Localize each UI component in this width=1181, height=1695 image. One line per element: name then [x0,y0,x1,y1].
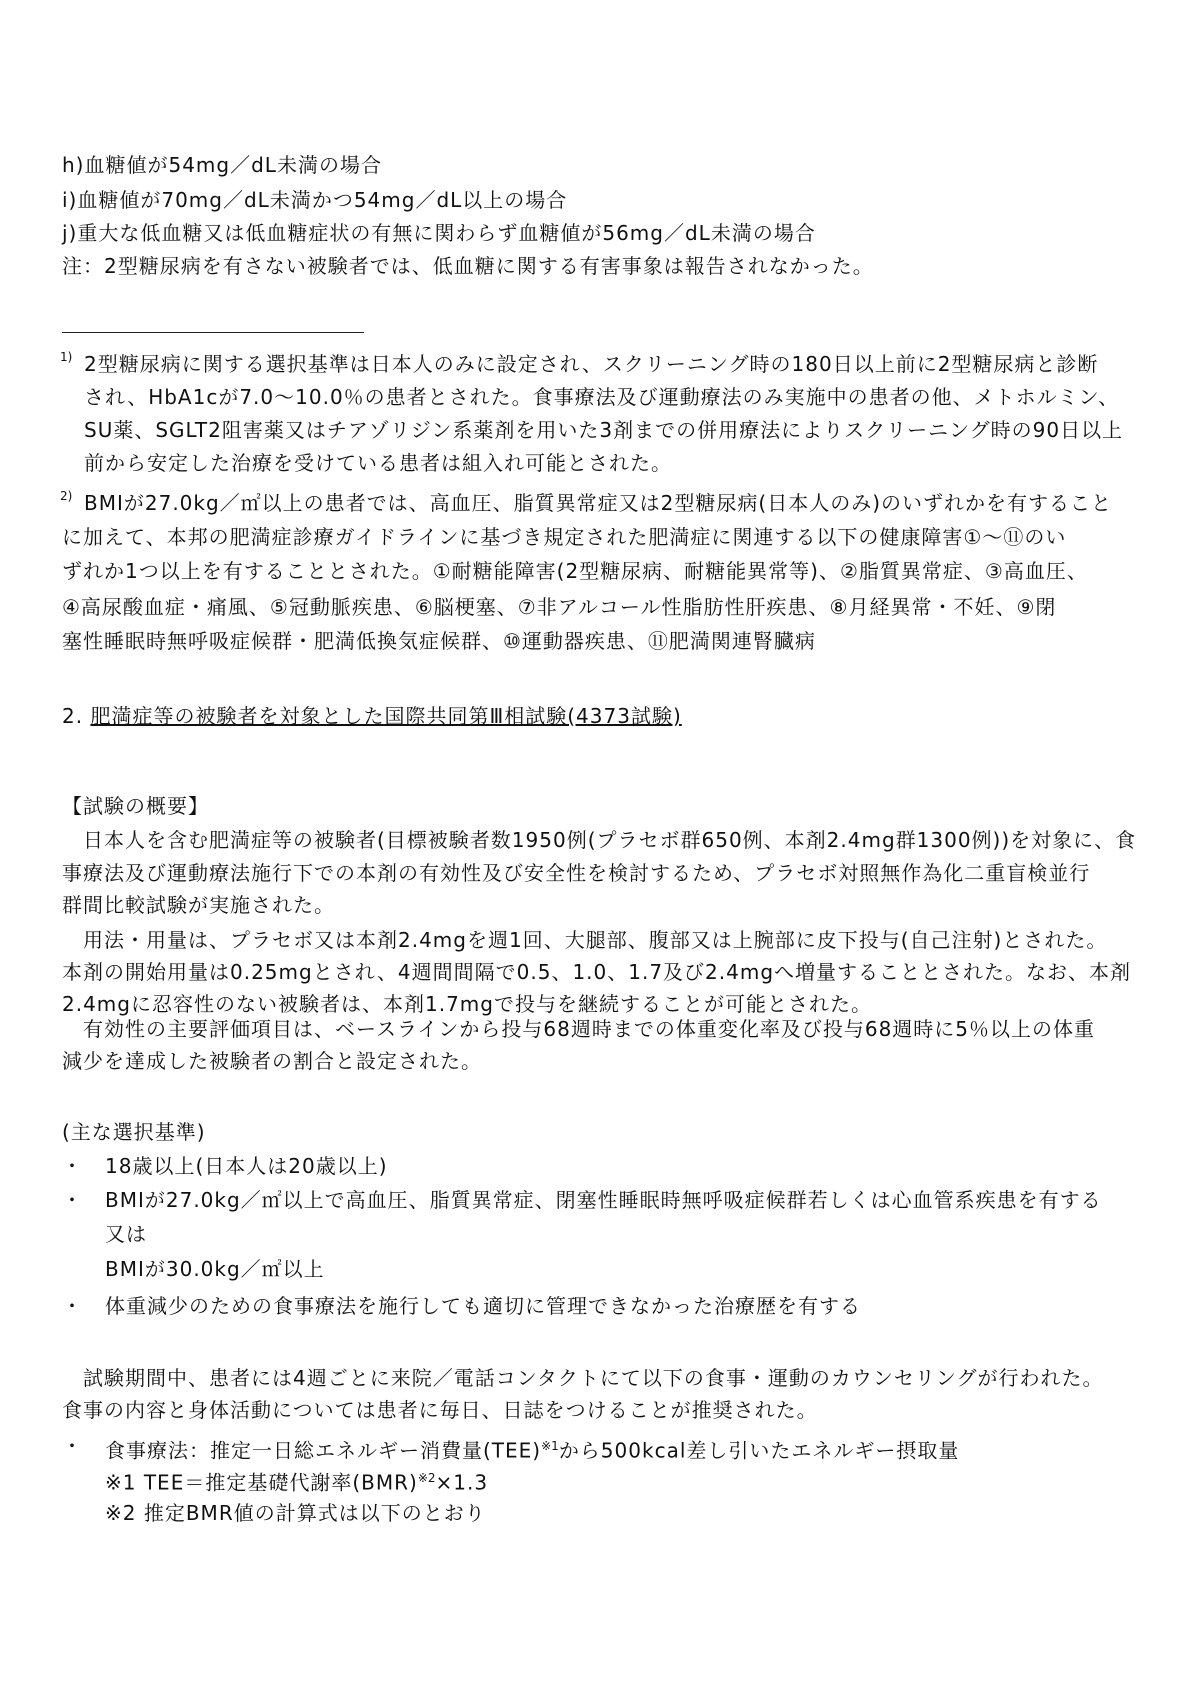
section-number: 2. [62,704,84,728]
dosage-line: 用法・用量は、プラセボ又は本剤2.4mgを週1回、大腿部、腹部又は上腕部に皮下投与(自己注射)とされた。 [62,928,1108,952]
section-heading [62,703,682,729]
footnote-2-line: ④高尿酸血症・痛風、⑤冠動脈疾患、⑥脳梗塞、⑦非アルコール性脂肪性肝疾患、⑧月経異常・不妊、⑨閉 [62,595,1057,619]
endpoint-line: 減少を達成した被験者の割合と設定された。 [62,1049,482,1073]
footnote-2-line: 塞性睡眠時無呼吸症候群・肥満低換気症候群、⑩運動器疾患、⑪肥満関連腎臓病 [62,629,816,653]
footnote-2-line: ずれか1つ以上を有することとされた。①耐糖能障害(2型糖尿病、耐糖能異常等)、②脂質異常症、③高血圧、 [62,559,1088,583]
overview-line: 日本人を含む肥満症等の被験者(目標被験者数1950例(プラセボ群650例、本剤2.4mg群1300例))を対象に、食 [62,828,1137,852]
footnote-2-line: に加えて、本邦の肥満症診療ガイドラインに基づき規定された肥満症に関連する以下の健康障害①～⑪のい [62,525,1067,549]
overview-line: 事療法及び運動療法施行下での本剤の有効性及び安全性を検討するため、プラセボ対照無作為化二重盲検並行 [62,861,1091,885]
endpoint-line: 有効性の主要評価項目は、ベースラインから投与68週時までの体重変化率及び投与68週時に5％以上の体重 [62,1017,1096,1041]
diet-text: 食事療法：推定一日総エネルギー消費量(TEE) [105,1438,542,1463]
footnote-1-line: され、HbA1cが7.0～10.0％の患者とされた。食事療法及び運動療法のみ実施中の患者の他、メトホルミン、 [84,385,1120,409]
diet-item [105,1433,959,1464]
overview-line: 群間比較試験が実施された。 [62,893,335,917]
diet-note-ref: ※1 [541,1439,559,1453]
criteria-item: 18歳以上(日本人は20歳以上) [105,1154,388,1178]
note-1-text: ※1 TEE＝推定基礎代謝率(BMR) [105,1470,418,1495]
criteria-item: BMIが27.0kg／㎡以上で高血圧、脂質異常症、閉塞性睡眠時無呼吸症候群若しくは心血管系疾患を有する [105,1188,1102,1212]
footnote-2-line: BMIが27.0kg／㎡以上の患者では、高血圧、脂質異常症又は2型糖尿病(日本人のみ)のいずれかを有すること [84,491,1113,515]
bullet: ・ [62,1154,83,1178]
footnote-1-line: 前から安定した治療を受けている患者は組入れ可能とされた。 [84,451,672,475]
bullet: ・ [62,1434,83,1458]
hypo-note-h: h)血糖値が54mg／dL未満の場合 [62,153,382,177]
footnote-1-line: 2型糖尿病に関する選択基準は日本人のみに設定され、スクリーニング時の180日以上前に2型糖尿病と診断 [84,352,1099,376]
footnote-divider [62,332,364,333]
bullet: ・ [62,1188,83,1212]
footnote-mark-2: 2) [60,489,73,503]
bullet: ・ [62,1294,83,1318]
overview-heading: 【試験の概要】 [62,794,209,818]
note-1-text-cont: ×1.3 [435,1470,489,1495]
hypo-note-j: j)重大な低血糖又は低血糖症状の有無に関わらず血糖値が56mg／dL未満の場合 [62,221,816,245]
criteria-item-cont: BMIが30.0kg／㎡以上 [105,1257,325,1281]
footnote-1-line: SU薬、SGLT2阻害薬又はチアゾリジン系薬剤を用いた3剤までの併用療法によりスクリーニング時の90日以上 [84,418,1124,442]
criteria-item: 体重減少のための食事療法を施行しても適切に管理できなかった治療歴を有する [105,1294,861,1318]
counseling-line: 食事の内容と身体活動については患者に毎日、日誌をつけることが推奨された。 [62,1398,818,1422]
counseling-line: 試験期間中、患者には4週ごとに来院／電話コンタクトにて以下の食事・運動のカウンセリングが行われた。 [62,1366,1104,1390]
dosage-line: 2.4mgに忍容性のない被験者は、本剤1.7mgで投与を継続することが可能とされた。 [62,992,872,1016]
note-1 [105,1465,488,1496]
hypo-note-remark: 注：2型糖尿病を有さない被験者では、低血糖に関する有害事象は報告されなかった。 [62,254,874,278]
diet-text-cont: から500kcal差し引いたエネルギー摂取量 [558,1438,960,1463]
note-2-ref: ※2 [417,1471,436,1485]
criteria-item-cont: 又は [105,1222,147,1246]
criteria-heading: (主な選択基準) [62,1120,206,1144]
footnote-mark-1: 1) [60,350,73,364]
section-title: 肥満症等の被験者を対象とした国際共同第Ⅲ相試験(4373試験) [90,704,682,728]
note-2: ※2 推定BMR値の計算式は以下のとおり [105,1501,486,1525]
dosage-line: 本剤の開始用量は0.25mgとされ、4週間間隔で0.5、1.0、1.7及び2.4mgへ増量することとされた。なお、本剤 [62,960,1132,984]
hypo-note-i: i)血糖値が70mg／dL未満かつ54mg／dL以上の場合 [62,188,568,212]
